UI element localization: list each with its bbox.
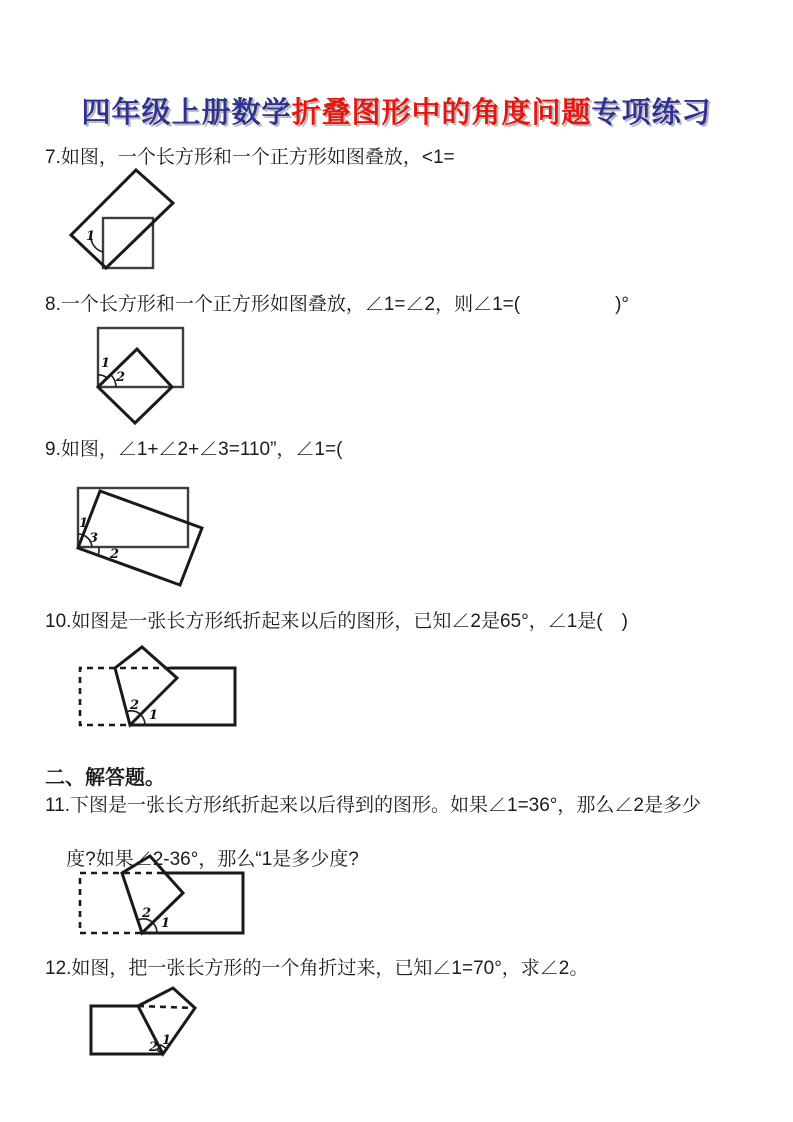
q12-fold-line-dashed bbox=[138, 1006, 195, 1008]
q10-folded-flap bbox=[115, 647, 177, 725]
q10-angle-1-label: 1 bbox=[149, 708, 159, 723]
q8-angle-1-label: 1 bbox=[101, 356, 111, 371]
q9-angle-1-label: 1 bbox=[79, 516, 89, 531]
q10-angle-1-arc bbox=[140, 714, 145, 725]
figure-q7 bbox=[58, 168, 198, 288]
question-9-text: 9.如图，∠1+∠2+∠3=110”，∠1=( bbox=[45, 439, 343, 460]
figure-q10 bbox=[75, 640, 245, 735]
q12-angle-2-label: 2 bbox=[149, 1040, 159, 1055]
title-part-blue-1: 四年级上册数学 bbox=[81, 97, 292, 129]
question-10-text: 10.如图是一张长方形纸折起来以后的图形，已知∠2是65°，∠1是( ) bbox=[45, 611, 628, 632]
q8-angle-1-arc bbox=[98, 375, 107, 378]
question-7-text: 7.如图，一个长方形和一个正方形如图叠放，<1= bbox=[45, 147, 455, 168]
q10-angle-2-label: 2 bbox=[130, 698, 140, 713]
question-8-text: 8.一个长方形和一个正方形如图叠放，∠1=∠2，则∠1=( )° bbox=[45, 294, 630, 315]
page-title bbox=[0, 90, 793, 131]
figure-q8 bbox=[93, 325, 193, 430]
title-part-blue-2: 专项练习 bbox=[591, 97, 712, 129]
q9-angle-2-arc bbox=[98, 548, 99, 556]
q8-rectangle bbox=[98, 328, 183, 387]
q9-angle-2-label: 2 bbox=[110, 547, 120, 562]
question-12-text: 12.如图，把一张长方形的一个角折过来，已知∠1=70°，求∠2。 bbox=[45, 958, 589, 979]
q10-rectangle bbox=[130, 668, 235, 725]
title-part-red: 折叠图形中的角度问题 bbox=[291, 97, 592, 129]
figure-q12 bbox=[85, 983, 210, 1065]
figure-q11 bbox=[75, 853, 250, 941]
q11-rectangle bbox=[142, 873, 243, 933]
question-11-line1: 11.下图是一张长方形纸折起来以后得到的图形。如果∠1=36°，那么∠2是多少 bbox=[45, 795, 701, 816]
q11-angle-1-label: 1 bbox=[161, 916, 171, 931]
q11-angle-2-label: 2 bbox=[142, 906, 152, 921]
q11-angle-1-arc bbox=[152, 922, 157, 933]
question-11-line2: 度?如果∠2-36°，那么“1是多少度? bbox=[66, 849, 359, 870]
section-2-header: 二、解答题。 bbox=[45, 767, 165, 789]
q7-square bbox=[103, 218, 153, 268]
figure-q9 bbox=[55, 480, 220, 595]
q8-angle-2-label: 2 bbox=[116, 370, 126, 385]
q12-angle-1-label: 1 bbox=[162, 1033, 172, 1048]
q9-angle-3-label: 3 bbox=[89, 531, 99, 546]
q7-angle-1-label: 1 bbox=[86, 229, 96, 244]
